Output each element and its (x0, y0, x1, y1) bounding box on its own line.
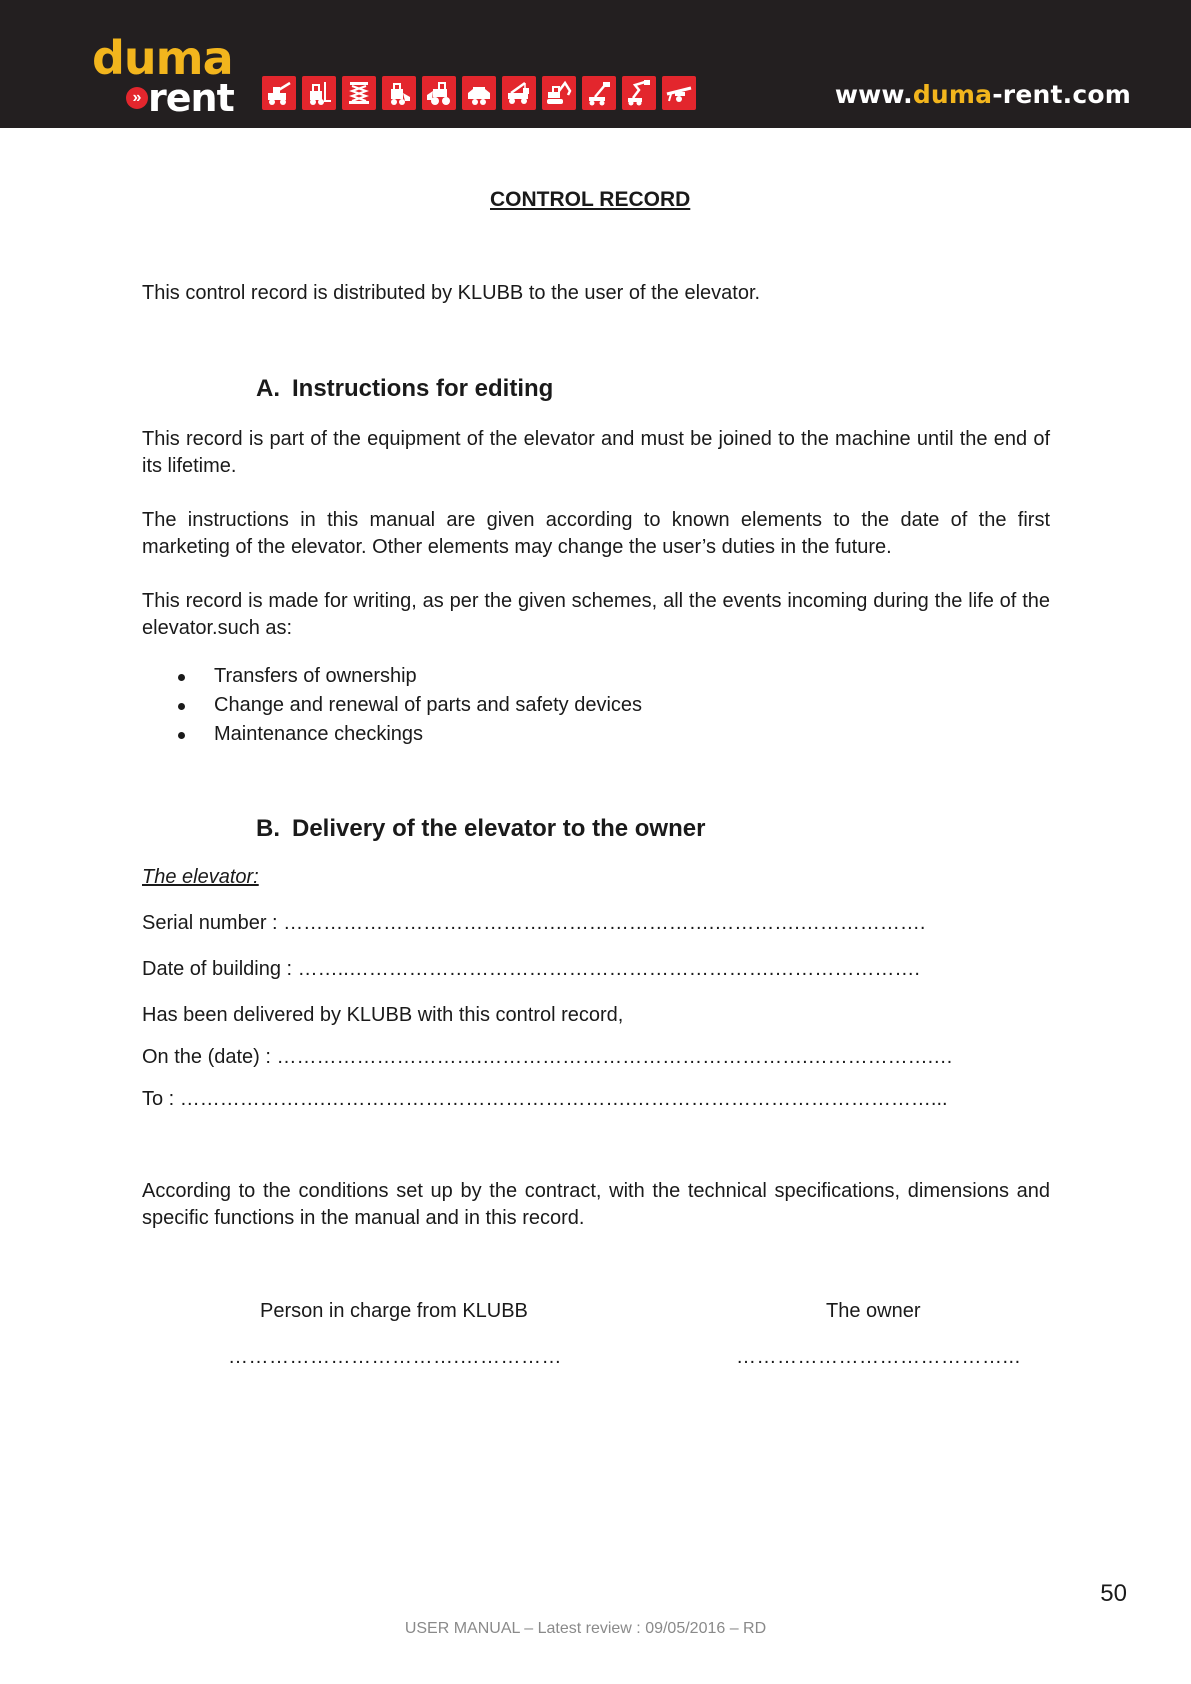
mini-loader-icon (382, 76, 416, 110)
klubb-signature-line: …………………………….…………… (228, 1346, 563, 1368)
url-prefix: www. (834, 80, 913, 109)
logo-rent-text: rent (148, 76, 234, 120)
articulated-boom-icon (622, 76, 656, 110)
section-b-letter: B. (256, 815, 280, 842)
telehandler-icon (262, 76, 296, 110)
list-item (176, 662, 642, 691)
boom-lift-icon (582, 76, 616, 110)
page-footer (0, 1620, 1191, 1638)
url-suffix: -rent.com (992, 80, 1131, 109)
conditions-paragraph: According to the conditions set up by the contract, with the technical specifications, dimensions and specific functions in the manual and in this record. (142, 1180, 1050, 1229)
url-brand: duma (912, 80, 993, 109)
list-item (176, 691, 642, 720)
footer-text: USER MANUAL – Latest review : 09/05/2016 – RD (404, 1620, 767, 1637)
skid-steer-icon (462, 76, 496, 110)
delivered-to-field: To : ………………….……………………………………….………………………………………... (142, 1088, 948, 1110)
crane-truck-icon (502, 76, 536, 110)
bullet-icon (178, 674, 185, 681)
section-a-paragraph-2: The instructions in this manual are given according to known elements to the date of the first marketing of the elevator. Other elements may change the user’s duties in the future. (142, 509, 1050, 558)
duma-rent-logo[interactable] (92, 31, 242, 120)
logo-duma-text: duma (92, 31, 233, 85)
section-b-title: Delivery of the elevator to the owner (292, 815, 706, 842)
list-item-text: Change and renewal of parts and safety devices (214, 694, 643, 716)
serial-number-field: Serial number : ………………………………….…………………….………….………………. (142, 912, 926, 934)
delivery-date-field: On the (date) : ………………………….………………………………………….……………….… (142, 1046, 954, 1068)
bullet-icon (178, 732, 185, 739)
owner-signature-line: …………………………………... (736, 1346, 1021, 1368)
intro-paragraph: This control record is distributed by KLUBB to the user of the elevator. (142, 282, 761, 304)
list-item-text: Maintenance checkings (214, 723, 424, 745)
section-a-letter: A. (256, 375, 280, 402)
section-a-heading (256, 375, 553, 403)
page-header (0, 0, 1191, 128)
owner-signature-label: The owner (826, 1300, 921, 1322)
date-of-building-field: Date of building : ……..……………………………………………………….…………………. (142, 958, 920, 980)
trailer-lift-icon (662, 76, 696, 110)
logo-arrow-icon: » (126, 87, 148, 109)
page-number: 50 (1100, 1580, 1127, 1607)
section-a-bullet-list (176, 662, 642, 749)
section-a-paragraph-3: This record is made for writing, as per the given schemes, all the events incoming during the life of the elevator.such as: (142, 590, 1050, 639)
document-title: CONTROL RECORD (490, 188, 691, 211)
section-a-title: Instructions for editing (292, 375, 554, 402)
klubb-signature-label: Person in charge from KLUBB (260, 1300, 528, 1322)
bullet-icon (178, 703, 185, 710)
scissor-lift-icon (342, 76, 376, 110)
excavator-icon (542, 76, 576, 110)
list-item (176, 720, 642, 749)
section-b-heading (256, 815, 705, 843)
website-url[interactable] (835, 80, 1131, 109)
delivered-statement: Has been delivered by KLUBB with this control record, (142, 1004, 624, 1026)
list-item-text: Transfers of ownership (214, 665, 417, 687)
section-a-paragraph-1: This record is part of the equipment of the elevator and must be joined to the machine until the end of its lifetime. (142, 428, 1050, 477)
elevator-subheading: The elevator: (142, 866, 259, 888)
forklift-icon (302, 76, 336, 110)
wheel-loader-icon (422, 76, 456, 110)
